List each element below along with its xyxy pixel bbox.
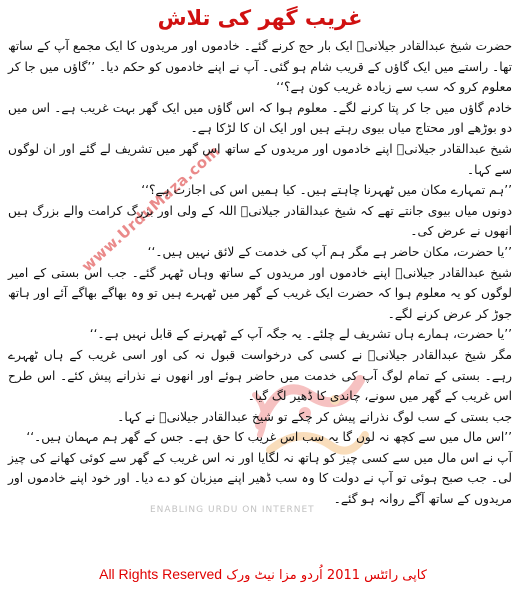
paragraph: حضرت شیخ عبدالقادر جیلانیؒ ایک بار حج کرنے گئے۔ خادموں اور مریدوں کا ایک مجمع آپ کے ساتھ تھا۔ راستے میں ایک گاؤں کے قریب شام ہو گئی۔ آپ نے اپنے خادموں کو حکم دیا۔ ’’گاؤں میں جا کر معلوم کرو کہ سب سے زیادہ غریب کون ہے؟‘‘	[8, 39, 512, 95]
article-body	[8, 36, 512, 510]
paragraph: آپ نے اس مال میں سے کسی چیز کو ہاتھ نہ لگایا اور نہ اس غریب کے گھر سے کوئی کھانے کی چیز لی۔ جب صبح ہوئی تو آپ نے دولت کا وہ سب ڈھیر اپنے میزبان کو دے دیا۔ اور خود اپنے خادموں اور مریدوں کے ساتھ آگے روانہ ہو گئے۔	[8, 450, 512, 507]
copyright-urdu-text: کاپی رائٹس 2011 اُردو مزا نیٹ ورک	[226, 568, 427, 583]
paragraph: ’’اس مال میں سے کچھ نہ لوں گا یہ سب اس غریب کا حق ہے۔ جس کے گھر ہم مہمان ہیں۔‘‘	[26, 430, 512, 445]
watermark-url: www.UrduMaza.com	[78, 141, 224, 276]
rights-reserved-text: All Rights Reserved	[99, 566, 223, 582]
paragraph: ’’یا حضرت، ہمارے ہاں تشریف لے چلئے۔ یہ جگہ آپ کے ٹھہرنے کے قابل نہیں ہے۔‘‘	[89, 327, 512, 342]
watermark-tagline: ENABLING URDU ON INTERNET	[150, 505, 315, 515]
paragraph: شیخ عبدالقادر جیلانیؒ اپنے خادموں اور مریدوں کے ساتھ اس گھر میں تشریف لے گئے اور ان لوگوں سے کہا۔	[8, 141, 512, 177]
paragraph: ’’یا حضرت، مکان حاضر ہے مگر ہم آپ کی خدمت کے لائق نہیں ہیں۔‘‘	[147, 244, 512, 259]
paragraph: جب بستی کے سب لوگ نذرانے پیش کر چکے تو شیخ عبدالقادر جیلانیؒ نے کہا۔	[117, 409, 512, 424]
paragraph: مگر شیخ عبدالقادر جیلانیؒ نے کسی کی درخواست قبول نہ کی اور اسی غریب کے ہاں ٹھہرے رہے۔ بستی کے تمام لوگ آپ کی خدمت میں حاضر ہوئے اور انھوں نے نذرانے پیش کئے۔ اس طرح اس غریب کے گھر میں سونے، چاندی کا ڈھیر لگ گیا۔	[8, 347, 512, 404]
paragraph: ’’ہم تمہارے مکان میں ٹھہرنا چاہتے ہیں۔ کیا ہمیں اس کی اجازت ہے؟‘‘	[141, 183, 512, 198]
paragraph: شیخ عبدالقادر جیلانیؒ اپنے خادموں اور مریدوں کے ساتھ وہاں ٹھہر گئے۔ جب اس بستی کے امیر لوگوں کو یہ معلوم ہوا کہ حضرت ایک غریب کے گھر میں ٹھہرے ہیں تو وہ بھاگے بھاگے آئے اور ہاتھ جوڑ کر عرض کرنے لگے۔	[8, 265, 512, 321]
copyright-footer	[0, 566, 520, 583]
page-title: غریب گھر کی تلاش	[157, 6, 363, 30]
paragraph: خادم گاؤں میں جا کر پتا کرنے لگے۔ معلوم ہوا کہ اس گاؤں میں ایک گھر بہت غریب ہے۔ اس میں دو بوڑھے اور محتاج میاں بیوی رہتے ہیں اور ایک ان کا لڑکا ہے۔	[8, 100, 512, 136]
paragraph: دونوں میاں بیوی جانتے تھے کہ شیخ عبدالقادر جیلانیؒ اللہ کے ولی اور بزرگ کرامت والے بزرگ ہیں انھوں نے عرض کی۔	[8, 203, 512, 239]
